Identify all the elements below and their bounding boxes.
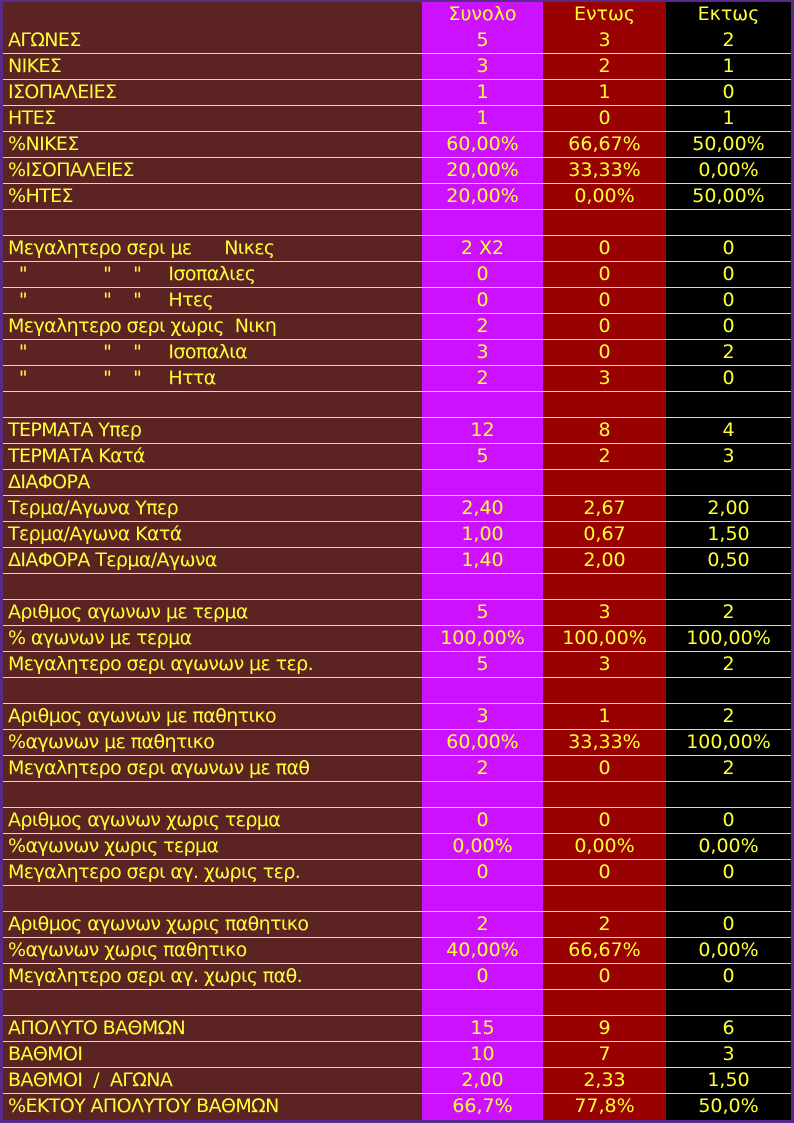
cell-home: 2,67 — [543, 496, 666, 521]
cell-label: " " " Ηττα — [3, 366, 422, 391]
cell-label — [3, 392, 422, 417]
cell-home: 0,67 — [543, 522, 666, 547]
header-row — [3, 2, 791, 28]
cell-label: ΤΕΡΜΑΤΑ Κατά — [3, 444, 422, 469]
cell-label: ΗΤΕΣ — [3, 106, 422, 131]
cell-total: 15 — [422, 1016, 543, 1041]
cell-away: 2 — [666, 600, 791, 625]
cell-total: 2,40 — [422, 496, 543, 521]
cell-away: 2 — [666, 704, 791, 729]
cell-away: 2 — [666, 756, 791, 781]
cell-total: 100,00% — [422, 626, 543, 651]
cell-label — [3, 210, 422, 235]
table-row — [3, 236, 791, 262]
cell-total: 3 — [422, 340, 543, 365]
cell-home: 0,00% — [543, 834, 666, 859]
cell-away: 2 — [666, 340, 791, 365]
cell-label: Αριθμος αγωνων με τερμα — [3, 600, 422, 625]
cell-home: 3 — [543, 366, 666, 391]
cell-total: 2 — [422, 366, 543, 391]
cell-label — [3, 678, 422, 703]
cell-away: 1,50 — [666, 1068, 791, 1093]
table-row — [3, 522, 791, 548]
cell-away: 0,00% — [666, 834, 791, 859]
table-row — [3, 860, 791, 886]
cell-home: 8 — [543, 418, 666, 443]
cell-label: Αριθμος αγωνων με παθητικο — [3, 704, 422, 729]
cell-label: %αγωνων χωρις τερμα — [3, 834, 422, 859]
cell-total: 0 — [422, 288, 543, 313]
table-row — [3, 704, 791, 730]
cell-label: ΝΙΚΕΣ — [3, 54, 422, 79]
cell-label: %ΙΣΟΠΑΛΕΙΕΣ — [3, 158, 422, 183]
cell-away — [666, 678, 791, 703]
cell-away: 0 — [666, 80, 791, 105]
cell-total: 2 — [422, 756, 543, 781]
cell-away: 1 — [666, 54, 791, 79]
cell-total: 2 — [422, 912, 543, 937]
cell-away: 0,50 — [666, 548, 791, 573]
cell-home: 0 — [543, 236, 666, 261]
cell-away: 0 — [666, 808, 791, 833]
cell-away: 0 — [666, 912, 791, 937]
cell-total: 5 — [422, 600, 543, 625]
cell-total: 1,00 — [422, 522, 543, 547]
cell-home: 1 — [543, 80, 666, 105]
cell-home: 0 — [543, 808, 666, 833]
table-row — [3, 782, 791, 808]
cell-away: 1 — [666, 106, 791, 131]
cell-home — [543, 990, 666, 1015]
cell-home — [543, 210, 666, 235]
cell-total — [422, 782, 543, 807]
cell-total — [422, 990, 543, 1015]
cell-total: 40,00% — [422, 938, 543, 963]
cell-away: 2 — [666, 28, 791, 53]
table-row — [3, 210, 791, 236]
table-row — [3, 288, 791, 314]
table-row — [3, 28, 791, 54]
table-row — [3, 392, 791, 418]
cell-away — [666, 470, 791, 495]
table-row — [3, 574, 791, 600]
cell-home: 7 — [543, 1042, 666, 1067]
cell-home: 3 — [543, 600, 666, 625]
cell-label: Μεγαλητερο σερι χωρις Νικη — [3, 314, 422, 339]
cell-label: " " " Ισοπαλιες — [3, 262, 422, 287]
cell-away — [666, 990, 791, 1015]
cell-home: 3 — [543, 28, 666, 53]
cell-total: 5 — [422, 444, 543, 469]
cell-home: 0 — [543, 288, 666, 313]
cell-home: 1 — [543, 704, 666, 729]
table-row — [3, 80, 791, 106]
table-row — [3, 990, 791, 1016]
cell-label: ΑΠΟΛΥΤΟ ΒΑΘΜΩΝ — [3, 1016, 422, 1041]
cell-home: 0 — [543, 314, 666, 339]
cell-away: 3 — [666, 444, 791, 469]
cell-away — [666, 782, 791, 807]
cell-away: 0 — [666, 366, 791, 391]
cell-home — [543, 886, 666, 911]
cell-away: 50,0% — [666, 1094, 791, 1120]
cell-away: 0 — [666, 236, 791, 261]
cell-home: 33,33% — [543, 158, 666, 183]
table-row — [3, 808, 791, 834]
cell-home: 0 — [543, 106, 666, 131]
table-row — [3, 496, 791, 522]
table-row — [3, 314, 791, 340]
cell-home: 2 — [543, 444, 666, 469]
cell-total: 60,00% — [422, 132, 543, 157]
cell-away: 100,00% — [666, 626, 791, 651]
cell-home: 77,8% — [543, 1094, 666, 1120]
cell-label: %ΕΚΤΟΥ ΑΠΟΛΥΤΟΥ ΒΑΘΜΩΝ — [3, 1094, 422, 1120]
cell-total — [422, 392, 543, 417]
cell-away: 0,00% — [666, 158, 791, 183]
cell-total: 1,40 — [422, 548, 543, 573]
table-row — [3, 158, 791, 184]
cell-total: 60,00% — [422, 730, 543, 755]
cell-home — [543, 782, 666, 807]
table-row — [3, 1068, 791, 1094]
table-row — [3, 886, 791, 912]
cell-total — [422, 678, 543, 703]
cell-home: 0 — [543, 340, 666, 365]
cell-total: 20,00% — [422, 184, 543, 209]
cell-home: 9 — [543, 1016, 666, 1041]
table-row — [3, 54, 791, 80]
cell-total: 0 — [422, 808, 543, 833]
table-row — [3, 652, 791, 678]
cell-home: 33,33% — [543, 730, 666, 755]
cell-total: 2,00 — [422, 1068, 543, 1093]
cell-home: 0 — [543, 262, 666, 287]
cell-label: Μεγαλητερο σερι αγωνων με τερ. — [3, 652, 422, 677]
header-total: Συνολο — [422, 2, 543, 28]
table-row — [3, 678, 791, 704]
cell-total — [422, 210, 543, 235]
cell-away: 50,00% — [666, 184, 791, 209]
cell-home: 2 — [543, 54, 666, 79]
cell-total: 0 — [422, 860, 543, 885]
cell-home: 2 — [543, 912, 666, 937]
cell-total: 0,00% — [422, 834, 543, 859]
header-label-cell — [3, 2, 422, 28]
cell-total: 10 — [422, 1042, 543, 1067]
cell-home — [543, 574, 666, 599]
cell-away — [666, 886, 791, 911]
cell-home: 66,67% — [543, 132, 666, 157]
cell-home: 0,00% — [543, 184, 666, 209]
table-row — [3, 184, 791, 210]
cell-label: Τερμα/Αγωνα Υπερ — [3, 496, 422, 521]
table-row — [3, 262, 791, 288]
table-row — [3, 756, 791, 782]
cell-away — [666, 574, 791, 599]
cell-total: 3 — [422, 54, 543, 79]
cell-away: 4 — [666, 418, 791, 443]
cell-label: Μεγαλητερο σερι αγωνων με παθ — [3, 756, 422, 781]
cell-label — [3, 782, 422, 807]
table-row — [3, 1016, 791, 1042]
table-row — [3, 548, 791, 574]
cell-home — [543, 470, 666, 495]
cell-home: 0 — [543, 964, 666, 989]
cell-label: ΔΙΑΦΟΡΑ Τερμα/Αγωνα — [3, 548, 422, 573]
cell-label: " " " Ητες — [3, 288, 422, 313]
cell-label: Μεγαλητερο σερι με Νικες — [3, 236, 422, 261]
cell-label: Αριθμος αγωνων χωρις τερμα — [3, 808, 422, 833]
cell-away: 0 — [666, 288, 791, 313]
cell-home: 66,67% — [543, 938, 666, 963]
table-row — [3, 912, 791, 938]
cell-total: 20,00% — [422, 158, 543, 183]
cell-away: 2,00 — [666, 496, 791, 521]
cell-home: 3 — [543, 652, 666, 677]
cell-total: 1 — [422, 106, 543, 131]
cell-label: %ΝΙΚΕΣ — [3, 132, 422, 157]
cell-total: 1 — [422, 80, 543, 105]
cell-label: Τερμα/Αγωνα Κατά — [3, 522, 422, 547]
cell-label: % αγωνων με τερμα — [3, 626, 422, 651]
cell-away: 2 — [666, 652, 791, 677]
cell-total — [422, 470, 543, 495]
table-row — [3, 626, 791, 652]
cell-total: 0 — [422, 964, 543, 989]
cell-away: 3 — [666, 1042, 791, 1067]
cell-label: " " " Ισοπαλια — [3, 340, 422, 365]
cell-total: 5 — [422, 652, 543, 677]
table-row — [3, 418, 791, 444]
table-row — [3, 106, 791, 132]
cell-away: 1,50 — [666, 522, 791, 547]
table-row — [3, 444, 791, 470]
table-row — [3, 834, 791, 860]
cell-total: 2 — [422, 314, 543, 339]
cell-home — [543, 678, 666, 703]
table-row — [3, 1094, 791, 1120]
table-row — [3, 470, 791, 496]
cell-home: 2,00 — [543, 548, 666, 573]
table-row — [3, 1042, 791, 1068]
cell-away: 6 — [666, 1016, 791, 1041]
cell-away: 0,00% — [666, 938, 791, 963]
cell-total: 3 — [422, 704, 543, 729]
cell-label: Αριθμος αγωνων χωρις παθητικο — [3, 912, 422, 937]
cell-away: 0 — [666, 860, 791, 885]
cell-home: 0 — [543, 860, 666, 885]
table-row — [3, 132, 791, 158]
cell-label — [3, 886, 422, 911]
cell-total: 0 — [422, 262, 543, 287]
stats-sheet — [3, 2, 791, 1118]
cell-label: ΒΑΘΜΟΙ / ΑΓΩΝΑ — [3, 1068, 422, 1093]
cell-label: ΒΑΘΜΟΙ — [3, 1042, 422, 1067]
stats-rows — [3, 28, 791, 1120]
cell-away: 100,00% — [666, 730, 791, 755]
cell-label: ΑΓΩΝΕΣ — [3, 28, 422, 53]
cell-label: %ΗΤΕΣ — [3, 184, 422, 209]
cell-label: Μεγαλητερο σερι αγ. χωρις τερ. — [3, 860, 422, 885]
cell-away — [666, 210, 791, 235]
cell-total — [422, 886, 543, 911]
table-row — [3, 730, 791, 756]
cell-away: 0 — [666, 262, 791, 287]
cell-away: 0 — [666, 964, 791, 989]
cell-total: 66,7% — [422, 1094, 543, 1120]
table-row — [3, 964, 791, 990]
cell-label: Μεγαλητερο σερι αγ. χωρις παθ. — [3, 964, 422, 989]
cell-label: ΤΕΡΜΑΤΑ Υπερ — [3, 418, 422, 443]
header-home: Εντως — [543, 2, 666, 28]
table-row — [3, 366, 791, 392]
cell-label: %αγωνων με παθητικο — [3, 730, 422, 755]
cell-home: 100,00% — [543, 626, 666, 651]
cell-total: 5 — [422, 28, 543, 53]
cell-home — [543, 392, 666, 417]
cell-home: 2,33 — [543, 1068, 666, 1093]
cell-label: %αγωνων χωρις παθητικο — [3, 938, 422, 963]
table-row — [3, 340, 791, 366]
cell-label: ΙΣΟΠΑΛΕΙΕΣ — [3, 80, 422, 105]
table-row — [3, 600, 791, 626]
cell-away: 50,00% — [666, 132, 791, 157]
table-row — [3, 938, 791, 964]
cell-home: 0 — [543, 756, 666, 781]
cell-away: 0 — [666, 314, 791, 339]
cell-label — [3, 990, 422, 1015]
cell-away — [666, 392, 791, 417]
cell-total — [422, 574, 543, 599]
cell-total: 2 Χ2 — [422, 236, 543, 261]
cell-label: ΔΙΑΦΟΡΑ — [3, 470, 422, 495]
cell-label — [3, 574, 422, 599]
header-away: Εκτως — [666, 2, 791, 28]
cell-total: 12 — [422, 418, 543, 443]
